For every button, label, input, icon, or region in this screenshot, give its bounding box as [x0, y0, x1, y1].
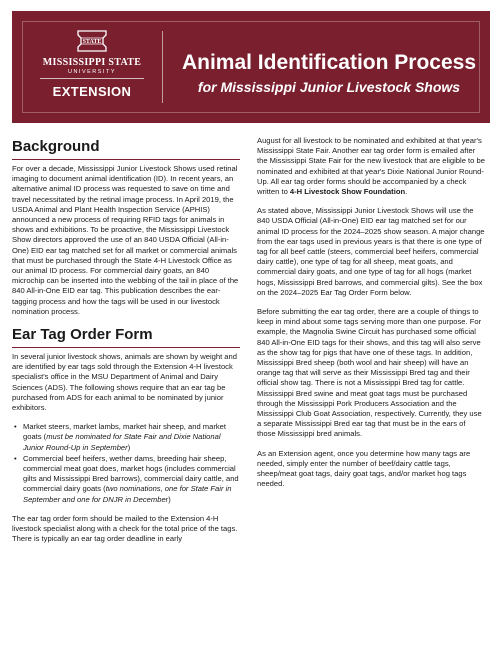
bullet-emphasis: two nominations, one for State Fair in September and one for DNJR in December — [23, 484, 232, 504]
left-column — [12, 138, 240, 554]
ear-tag-heading-rule — [12, 347, 240, 348]
list-item — [12, 422, 240, 453]
right-column — [257, 136, 485, 499]
page-title: Animal Identification Process — [181, 51, 477, 74]
bullet-text: Market steers, market lambs, market hair sheep, and market goats ( — [23, 422, 226, 442]
deadline-paragraph — [257, 136, 485, 197]
multi-purpose-tags-paragraph: Before submitting the ear tag order, there are a couple of things to keep in mind about some tags serving more than one purpose. For example, the Magnolia Swine Circuit has purchased some official 840 All-in-One EID tags for their shows, and this tag will also serve as the show tag for pigs that have one of these tags. In addition, Mississippi Bred sheep (both wool and hair sheep) will have an orange tag that will serve as their Mississippi Bred tag and their official show tag. There is not a Mississippi Bred tag for cattle. Mississippi Bred swine and meat goat tags must be purchased through the Mississippi Pork Producers Association and the Mississippi Club Goat Association, respectively. Currently, they use a separate Mississippi Bred ear tag that must be in the ears of those Mississippi bred animals. — [257, 307, 482, 439]
deadline-end: . — [405, 187, 408, 197]
background-heading: Background — [12, 138, 100, 155]
msu-extension-logo — [32, 29, 152, 115]
foundation-name: 4-H Livestock Show Foundation — [289, 187, 406, 197]
header-banner — [12, 11, 490, 123]
background-paragraph: For over a decade, Mississippi Junior Livestock Shows used retinal imaging to document animal identification (ID). In recent years, an alternative animal ID process was requested to save on time and travel necessitated by the retinal image process. In April 2019, the USDA Animal and Plant Health Inspection Service (APHIS) announced a new process of requiring RFID tags for animals in shows and exhibitions. To be proactive, the Mississippi Livestock Show directors approved the use of an 840 USDA Official (All-in-One) EID ear tag matched set for all market or commercial animals that must be purchased through the State 4-H Livestock Office as our animal ID process. For commercial dairy goats, an 840 microchip can be inserted into the webbing of the tail in place of the 840 All-in-One EID ear tag. This publication describes the ear-tagging process and how the tags will be used in our livestock nomination process. — [12, 164, 239, 316]
page-subtitle: for Mississippi Junior Livestock Shows — [197, 79, 461, 95]
bullet-text: Commercial beef heifers, wether dams, breeding hair sheep, commercial meat goat does, market hogs (includes commercial gilts and Mississippi Bred barrows), commercial dairy cattle, and commercial dairy goats ( — [23, 453, 239, 494]
logo-divider — [40, 78, 144, 79]
logo-extension: EXTENSION — [52, 84, 132, 99]
logo-university-name: MISSISSIPPI STATE — [42, 57, 142, 68]
show-requirements-list — [12, 422, 240, 505]
bullet-emphasis: must be nominated for State Fair and Dixie National Junior Round-Up in September — [23, 432, 221, 452]
ear-tag-closing: The ear tag order form should be mailed to the Extension 4-H livestock specialist along with a check for the total price of the tags. There is typically an ear tag order deadline in early — [12, 513, 238, 544]
bullet-after: ) — [168, 494, 171, 504]
list-item — [12, 454, 240, 505]
msu-state-logo-icon — [76, 29, 108, 53]
ear-tag-intro: In several junior livestock shows, animals are shown by weight and are identified by ear tags sold through the Extension 4-H livestock specialist's office in the MSU Department of Animal and Dairy Sciences (ADS). The following shows require that an ear tag be purchased from ADS for each animal to be nominated by junior exhibitors. — [12, 352, 237, 413]
logo-mark-text: STATE — [82, 39, 102, 45]
ear-tag-heading: Ear Tag Order Form — [12, 326, 153, 344]
background-heading-rule — [12, 159, 240, 160]
logo-university-sub: UNIVERSITY — [67, 69, 116, 75]
tag-types-paragraph: As stated above, Mississippi Junior Livestock Shows will use the 840 USDA Official (All-in-One) EID ear tag matched set for our animal ID process for the 2024–2025 show season. A major change from the ear tags used in previous years is that there is one type of tag for all beef cattle (steers, commercial beef heifers, commercial dairy cattle), one type of tag for all sheep, meat goats, and commercial dairy goats, and one type of tag for all hogs (market hogs, Mississippi Bred barrows, and commercial gilts). See the box on the 2024–2025 Ear Tag Order Form below. — [257, 206, 485, 297]
agent-instructions-paragraph: As an Extension agent, once you determine how many tags are needed, simply enter the number of beef/dairy cattle tags, sheep/meat goat tags, dairy goat tags, and/or market hog tags needed. — [257, 448, 471, 489]
bullet-after: ) — [127, 442, 131, 452]
deadline-text: August for all livestock to be nominated and exhibited at that year's Mississippi State Fair. Another ear tag order form is emailed after the Mississippi State Fair for the new livestock that are eligible to be nominated and exhibited at that year's Dixie National Junior Round-Up. All ear tag order forms should be accompanied by a check written to — [257, 136, 485, 197]
banner-divider — [162, 31, 163, 103]
